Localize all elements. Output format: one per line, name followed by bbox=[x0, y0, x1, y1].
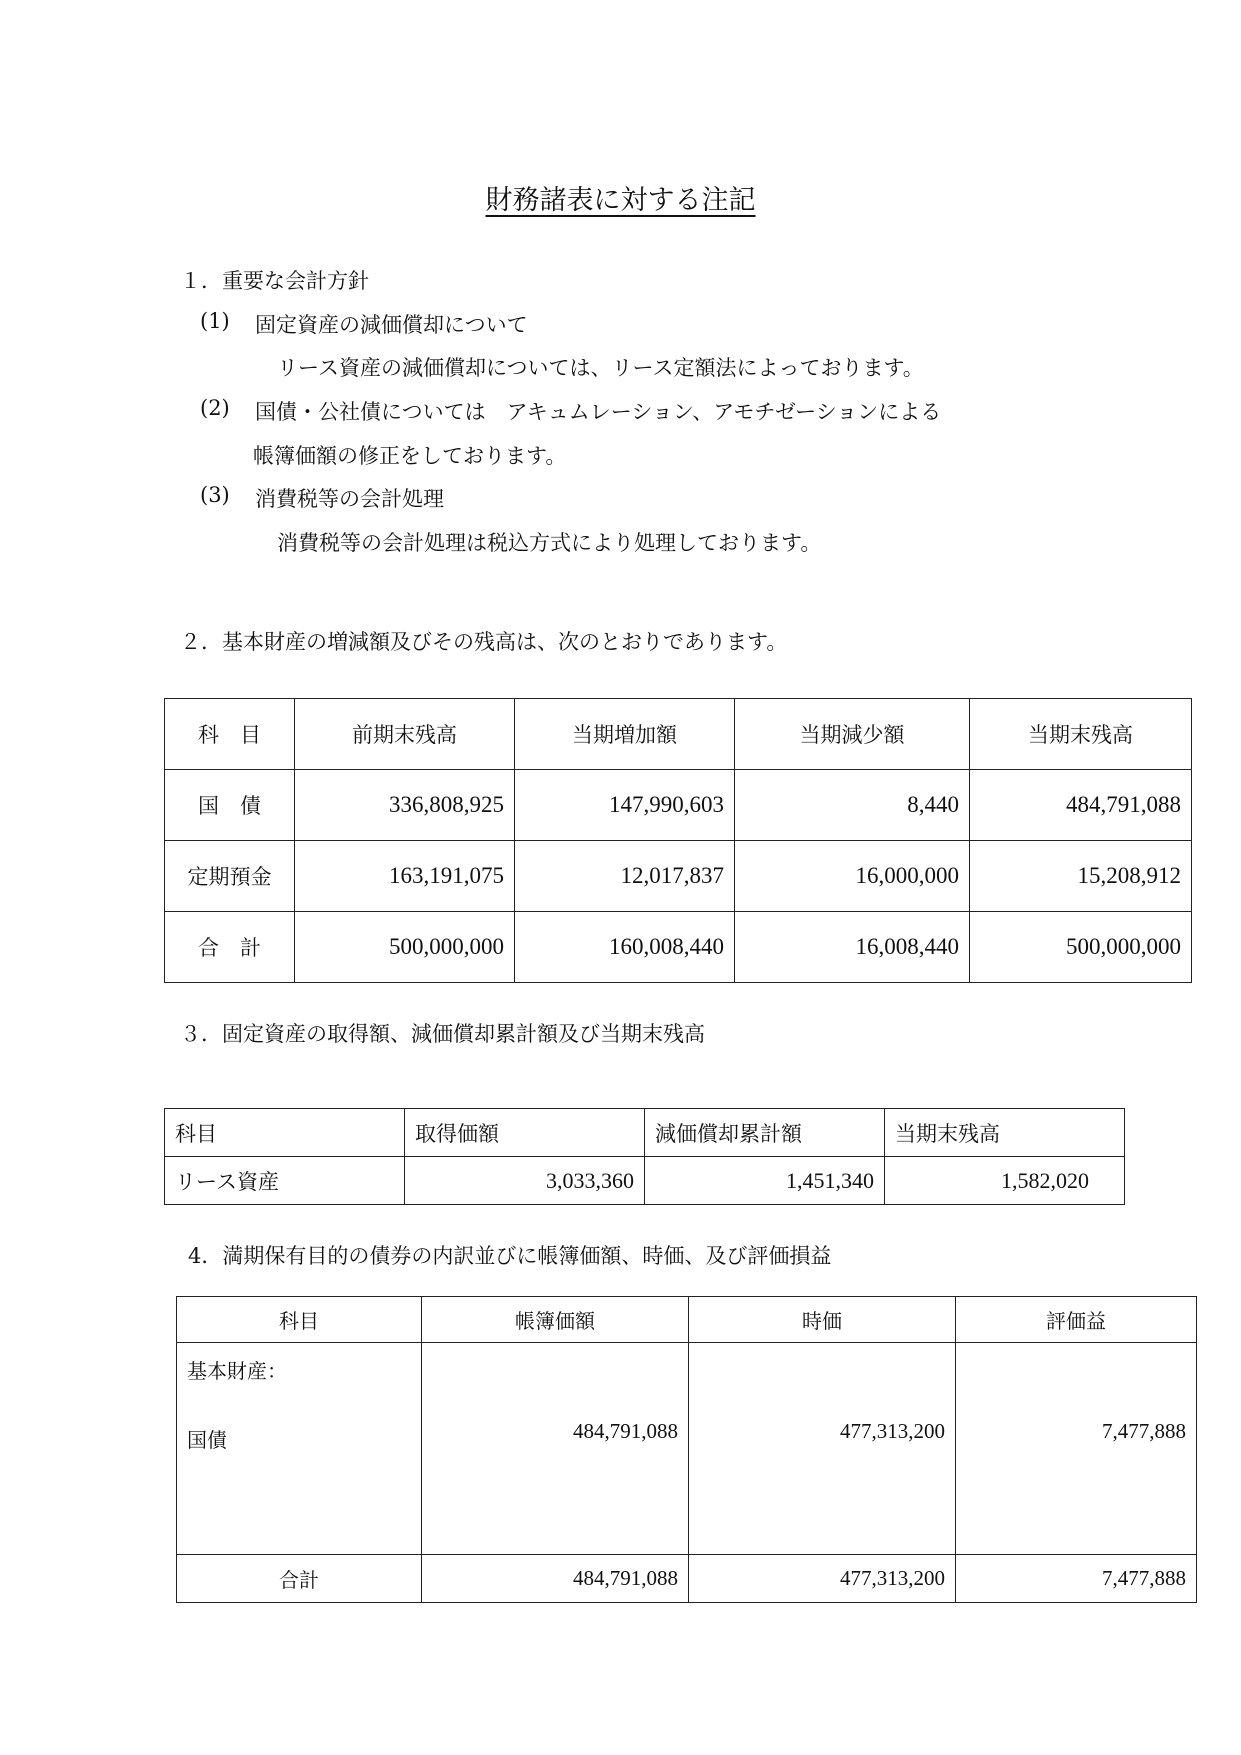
table-header-row bbox=[165, 1109, 1125, 1157]
fixed-assets-table bbox=[164, 1108, 1125, 1205]
header-cell: 科目 bbox=[177, 1297, 422, 1343]
header-cell: 取得価額 bbox=[405, 1109, 645, 1157]
header-cell: 科 目 bbox=[165, 699, 295, 770]
table-header-row bbox=[177, 1297, 1197, 1343]
header-cell: 当期末残高 bbox=[970, 699, 1192, 770]
header-cell: 当期増加額 bbox=[515, 699, 735, 770]
bonds-table bbox=[176, 1296, 1197, 1603]
row-label: リース資産 bbox=[165, 1157, 405, 1205]
table-row bbox=[165, 1157, 1125, 1205]
item2-label: (2) bbox=[200, 396, 230, 420]
value-cell: 477,313,200 bbox=[689, 1555, 956, 1603]
value-cell: 147,990,603 bbox=[515, 770, 735, 841]
row-label: 国 債 bbox=[165, 770, 295, 841]
value-cell: 336,808,925 bbox=[295, 770, 515, 841]
item3-label: (3) bbox=[200, 483, 230, 507]
value-cell: 500,000,000 bbox=[970, 912, 1192, 983]
section2-heading: ２．基本財産の増減額及びその残高は、次のとおりであります。 bbox=[180, 630, 788, 654]
item3-body: 消費税等の会計処理は税込方式により処理しております。 bbox=[277, 531, 822, 555]
section4-heading: 4．満期保有目的の債券の内訳並びに帳簿価額、時価、及び評価損益 bbox=[188, 1244, 832, 1268]
value-cell: 160,008,440 bbox=[515, 912, 735, 983]
value-cell: 12,017,837 bbox=[515, 841, 735, 912]
category-label: 基本財産： bbox=[187, 1359, 287, 1383]
value-cell: 15,208,912 bbox=[970, 841, 1192, 912]
table-row bbox=[165, 841, 1192, 912]
item1-body: リース資産の減価償却については、リース定額法によっております。 bbox=[277, 356, 924, 380]
header-cell: 科目 bbox=[165, 1109, 405, 1157]
value-cell: 16,000,000 bbox=[735, 841, 970, 912]
table-row bbox=[165, 912, 1192, 983]
value-cell: 477,313,200 bbox=[689, 1343, 956, 1555]
item2-line2: 帳簿価額の修正をしております。 bbox=[253, 444, 567, 468]
row-label: 定期預金 bbox=[165, 841, 295, 912]
table-header-row bbox=[165, 699, 1192, 770]
value-cell: 484,791,088 bbox=[422, 1343, 689, 1555]
value-cell: 484,791,088 bbox=[970, 770, 1192, 841]
header-cell: 前期末残高 bbox=[295, 699, 515, 770]
section1-heading: １．重要な会計方針 bbox=[180, 269, 369, 293]
item1-title: 固定資産の減価償却について bbox=[255, 313, 528, 337]
header-cell: 評価益 bbox=[956, 1297, 1197, 1343]
row-label-cell bbox=[177, 1343, 422, 1555]
value-cell: 16,008,440 bbox=[735, 912, 970, 983]
header-cell: 当期末残高 bbox=[885, 1109, 1125, 1157]
value-cell: 1,582,020 bbox=[885, 1157, 1125, 1205]
table-row bbox=[165, 770, 1192, 841]
page-title: 財務諸表に対する注記 bbox=[485, 185, 756, 216]
header-cell: 減価償却累計額 bbox=[645, 1109, 885, 1157]
section3-heading: ３．固定資産の取得額、減価償却累計額及び当期末残高 bbox=[180, 1022, 705, 1046]
item1-label: (1) bbox=[200, 309, 230, 333]
item3-title: 消費税等の会計処理 bbox=[255, 487, 444, 511]
row-label: 国債 bbox=[187, 1428, 227, 1452]
table-row bbox=[177, 1343, 1197, 1555]
value-cell: 484,791,088 bbox=[422, 1555, 689, 1603]
row-label: 合 計 bbox=[165, 912, 295, 983]
item2-line1: 国債・公社債については アキュムレーション、アモチゼーションによる bbox=[255, 400, 942, 424]
value-cell: 3,033,360 bbox=[405, 1157, 645, 1205]
header-cell: 時価 bbox=[689, 1297, 956, 1343]
total-label: 合計 bbox=[177, 1555, 422, 1603]
value-cell: 163,191,075 bbox=[295, 841, 515, 912]
value-cell: 500,000,000 bbox=[295, 912, 515, 983]
value-cell: 7,477,888 bbox=[956, 1555, 1197, 1603]
table-total-row bbox=[177, 1555, 1197, 1603]
value-cell: 1,451,340 bbox=[645, 1157, 885, 1205]
value-cell: 8,440 bbox=[735, 770, 970, 841]
header-cell: 帳簿価額 bbox=[422, 1297, 689, 1343]
header-cell: 当期減少額 bbox=[735, 699, 970, 770]
value-cell: 7,477,888 bbox=[956, 1343, 1197, 1555]
basic-assets-table bbox=[164, 698, 1192, 983]
